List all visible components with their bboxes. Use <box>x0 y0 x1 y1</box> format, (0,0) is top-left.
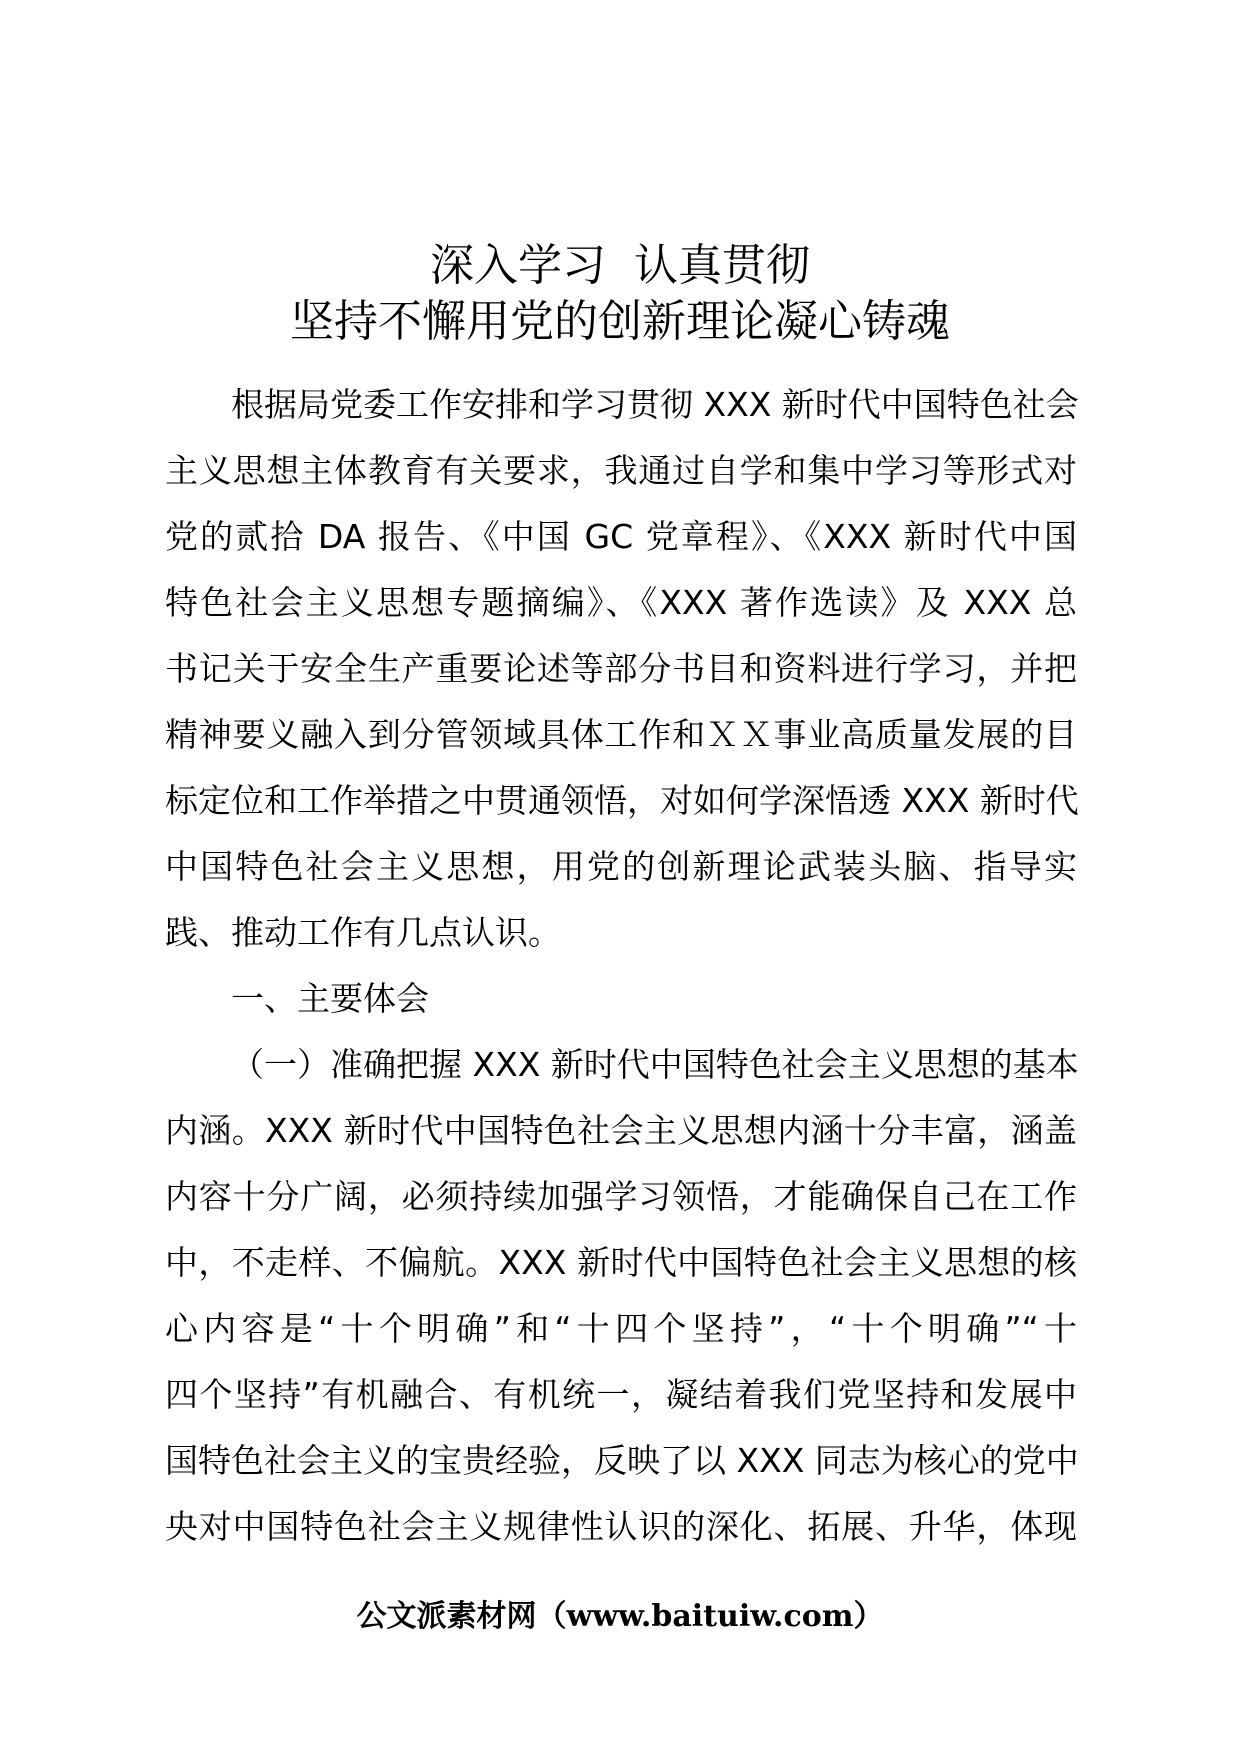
title-line-1: 深入学习 认真贯彻 <box>430 240 810 291</box>
paragraph-2-line-5: 心内容是“十个明确”和“十四个坚持”，“十个明确”“十 <box>165 1309 1077 1348</box>
section-heading: 一、主要体会 <box>231 979 429 1018</box>
paragraph-2-line-2: 内涵。XXX 新时代中国特色社会主义思想内涵十分丰富，涵盖 <box>165 1111 1077 1150</box>
paragraph-1-line-4: 特色社会主义思想专题摘编》、《XXX 著作选读》及 XXX 总 <box>165 583 1077 622</box>
footer-watermark: 公文派素材网（www.baituiw.com） <box>356 1599 884 1634</box>
paragraph-1-line-8: 中国特色社会主义思想，用党的创新理论武装头脑、指导实 <box>165 847 1077 886</box>
paragraph-2-line-1: （一）准确把握 XXX 新时代中国特色社会主义思想的基本 <box>231 1045 1079 1084</box>
paragraph-1-line-9: 践、推动工作有几点认识。 <box>165 913 561 952</box>
paragraph-1-line-6: 精神要义融入到分管领域具体工作和ＸＸ事业高质量发展的目 <box>165 715 1077 754</box>
paragraph-2-line-4: 中，不走样、不偏航。XXX 新时代中国特色社会主义思想的核 <box>165 1243 1077 1282</box>
paragraph-1-line-2: 主义思想主体教育有关要求，我通过自学和集中学习等形式对 <box>165 451 1077 490</box>
paragraph-2-line-8: 央对中国特色社会主义规律性认识的深化、拓展、升华，体现 <box>165 1507 1077 1546</box>
paragraph-1-line-1: 根据局党委工作安排和学习贯彻 XXX 新时代中国特色社会 <box>231 385 1079 424</box>
paragraph-2-line-6: 四个坚持”有机融合、有机统一，凝结着我们党坚持和发展中 <box>165 1375 1077 1414</box>
paragraph-1-line-3: 党的贰拾 DA 报告、《中国 GC 党章程》、《XXX 新时代中国 <box>165 517 1077 556</box>
paragraph-2-line-3: 内容十分广阔，必须持续加强学习领悟，才能确保自己在工作 <box>165 1177 1077 1216</box>
paragraph-1-line-7: 标定位和工作举措之中贯通领悟，对如何学深悟透 XXX 新时代 <box>165 781 1079 820</box>
paragraph-1-line-5: 书记关于安全生产重要论述等部分书目和资料进行学习，并把 <box>165 649 1077 688</box>
paragraph-2-line-7: 国特色社会主义的宝贵经验，反映了以 XXX 同志为核心的党中 <box>165 1441 1079 1480</box>
document-title <box>160 238 1080 350</box>
document-body <box>165 372 1077 1560</box>
title-line-2: 坚持不懈用党的创新理论凝心铸魂 <box>290 296 950 347</box>
